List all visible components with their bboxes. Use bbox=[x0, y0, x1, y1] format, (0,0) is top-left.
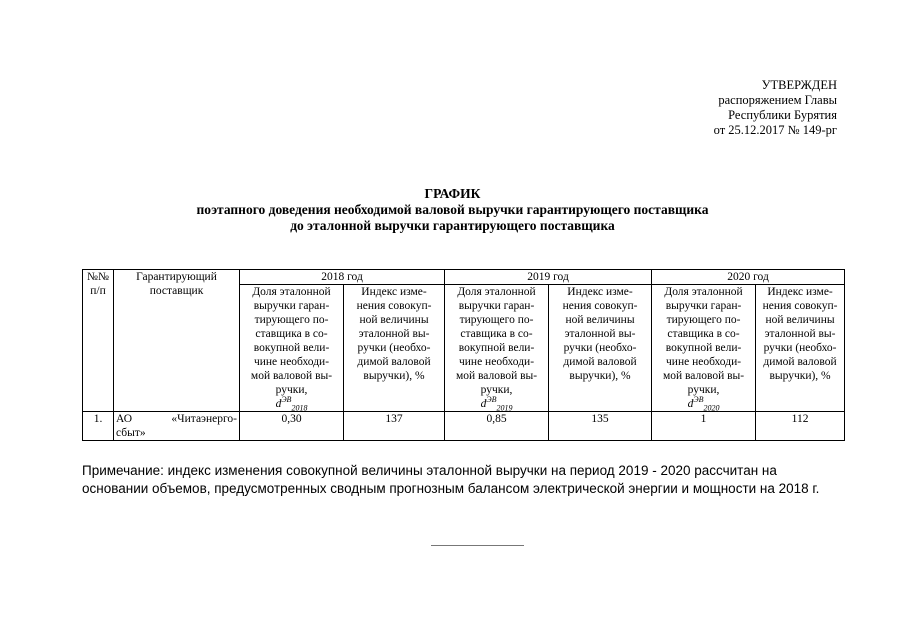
table-row bbox=[83, 412, 845, 441]
header-supplier: Гарантирующий поставщик bbox=[114, 270, 240, 412]
value-share-2020: 1 bbox=[652, 412, 756, 441]
symbol-letter: d bbox=[687, 398, 694, 410]
end-divider bbox=[431, 545, 524, 546]
symbol-sub: 2018 bbox=[291, 403, 308, 413]
share-2019-line: мой валовой вы- bbox=[455, 370, 538, 382]
share-2020-line: ручки, bbox=[687, 384, 720, 396]
index-2020-line: Индекс изме- bbox=[767, 286, 833, 298]
share-2018-line: чине необходи- bbox=[253, 356, 330, 368]
symbol-sup: ЭВ bbox=[281, 395, 292, 405]
approval-line-2: распоряжением Главы bbox=[718, 93, 837, 107]
share-2020-line: вокупной вели- bbox=[665, 342, 742, 354]
header-index-2019 bbox=[549, 285, 652, 412]
share-2020-line: тирующего по- bbox=[666, 314, 741, 326]
header-number: №№ п/п bbox=[83, 270, 114, 412]
index-2018-line: нения совокуп- bbox=[356, 300, 432, 312]
row-number: 1. bbox=[83, 412, 114, 441]
share-2020-line: мой валовой вы- bbox=[662, 370, 745, 382]
title-subtitle-2: до эталонной выручки гарантирующего поставщика bbox=[290, 218, 615, 233]
index-2018-line: Индекс изме- bbox=[361, 286, 427, 298]
approval-line-4: от 25.12.2017 № 149-рг bbox=[713, 123, 837, 137]
index-2019-line: ной величины bbox=[565, 314, 635, 326]
row-supplier bbox=[114, 412, 240, 441]
header-year-2018: 2018 год bbox=[240, 270, 445, 285]
value-index-2018: 137 bbox=[344, 412, 445, 441]
share-2020-line: Доля эталонной bbox=[664, 286, 743, 298]
approval-line-3: Республики Бурятия bbox=[728, 108, 837, 122]
index-2018-line: эталонной вы- bbox=[358, 328, 430, 340]
index-2019-line: выручки), % bbox=[569, 370, 631, 382]
symbol-letter: d bbox=[275, 398, 282, 410]
index-2020-line: димой валовой bbox=[763, 356, 837, 368]
index-2020-line: нения совокуп- bbox=[762, 300, 838, 312]
approval-line-1: УТВЕРЖДЕН bbox=[761, 78, 837, 92]
share-2019-line: вокупной вели- bbox=[458, 342, 535, 354]
index-2018-line: ручки (необхо- bbox=[357, 342, 431, 354]
share-2018-line: вокупной вели- bbox=[253, 342, 330, 354]
symbol-sup: ЭВ bbox=[486, 395, 497, 405]
symbol-sup: ЭВ bbox=[693, 395, 704, 405]
title-subtitle-1: поэтапного доведения необходимой валовой выручки гарантирующего поставщика bbox=[196, 202, 709, 217]
share-symbol-2018 bbox=[242, 397, 341, 411]
share-2019-line: чине необходи- bbox=[458, 356, 535, 368]
index-2020-line: ной величины bbox=[765, 314, 835, 326]
header-index-2018 bbox=[344, 285, 445, 412]
share-2019-line: выручки гаран- bbox=[458, 300, 535, 312]
index-2018-line: выручки), % bbox=[363, 370, 425, 382]
symbol-letter: d bbox=[480, 398, 487, 410]
share-2020-line: выручки гаран- bbox=[665, 300, 742, 312]
index-2019-line: Индекс изме- bbox=[567, 286, 633, 298]
header-share-2019 bbox=[445, 285, 549, 412]
approval-stamp bbox=[714, 78, 837, 138]
supplier-line-2: сбыт» bbox=[116, 427, 146, 439]
share-2018-line: мой валовой вы- bbox=[250, 370, 333, 382]
share-2019-line: Доля эталонной bbox=[457, 286, 536, 298]
index-2020-line: ручки (необхо- bbox=[763, 342, 837, 354]
header-index-2020 bbox=[756, 285, 845, 412]
share-2019-line: ставщика в со- bbox=[460, 328, 533, 340]
footnote: Примечание: индекс изменения совокупной величины эталонной выручки на период 2019 - 2020 рассчитан на основании объемов, предусмотренных сводным прогнозным балансом электрической энергии и мощности на 2018 г. bbox=[82, 463, 820, 496]
title-heading: ГРАФИК bbox=[424, 186, 481, 201]
header-share-2020 bbox=[652, 285, 756, 412]
value-share-2018: 0,30 bbox=[240, 412, 344, 441]
supplier-line-1: АО «Читаэнерго- bbox=[116, 413, 237, 425]
header-year-2019: 2019 год bbox=[445, 270, 652, 285]
share-symbol-2020 bbox=[654, 397, 753, 411]
document-title bbox=[0, 186, 905, 234]
symbol-sub: 2019 bbox=[496, 403, 513, 413]
share-2018-line: ручки, bbox=[275, 384, 308, 396]
share-2019-line: тирующего по- bbox=[459, 314, 534, 326]
header-year-2020: 2020 год bbox=[652, 270, 845, 285]
index-2019-line: нения совокуп- bbox=[562, 300, 638, 312]
header-share-2018 bbox=[240, 285, 344, 412]
index-2018-line: ной величины bbox=[359, 314, 429, 326]
share-2020-line: чине необходи- bbox=[666, 356, 742, 368]
share-2018-line: тирующего по- bbox=[254, 314, 329, 326]
index-2018-line: димой валовой bbox=[357, 356, 431, 368]
index-2019-line: эталонной вы- bbox=[564, 328, 636, 340]
schedule-table bbox=[82, 269, 845, 441]
share-2018-line: выручки гаран- bbox=[253, 300, 330, 312]
share-2018-line: Доля эталонной bbox=[252, 286, 331, 298]
index-2020-line: выручки), % bbox=[769, 370, 831, 382]
index-2019-line: димой валовой bbox=[563, 356, 637, 368]
share-2020-line: ставщика в со- bbox=[667, 328, 740, 340]
table-header-row-years bbox=[83, 270, 845, 285]
value-index-2020: 112 bbox=[756, 412, 845, 441]
index-2019-line: ручки (необхо- bbox=[563, 342, 637, 354]
share-2018-line: ставщика в со- bbox=[255, 328, 328, 340]
value-share-2019: 0,85 bbox=[445, 412, 549, 441]
symbol-sub: 2020 bbox=[703, 403, 720, 413]
index-2020-line: эталонной вы- bbox=[764, 328, 836, 340]
share-symbol-2019 bbox=[447, 397, 546, 411]
value-index-2019: 135 bbox=[549, 412, 652, 441]
share-2019-line: ручки, bbox=[480, 384, 513, 396]
